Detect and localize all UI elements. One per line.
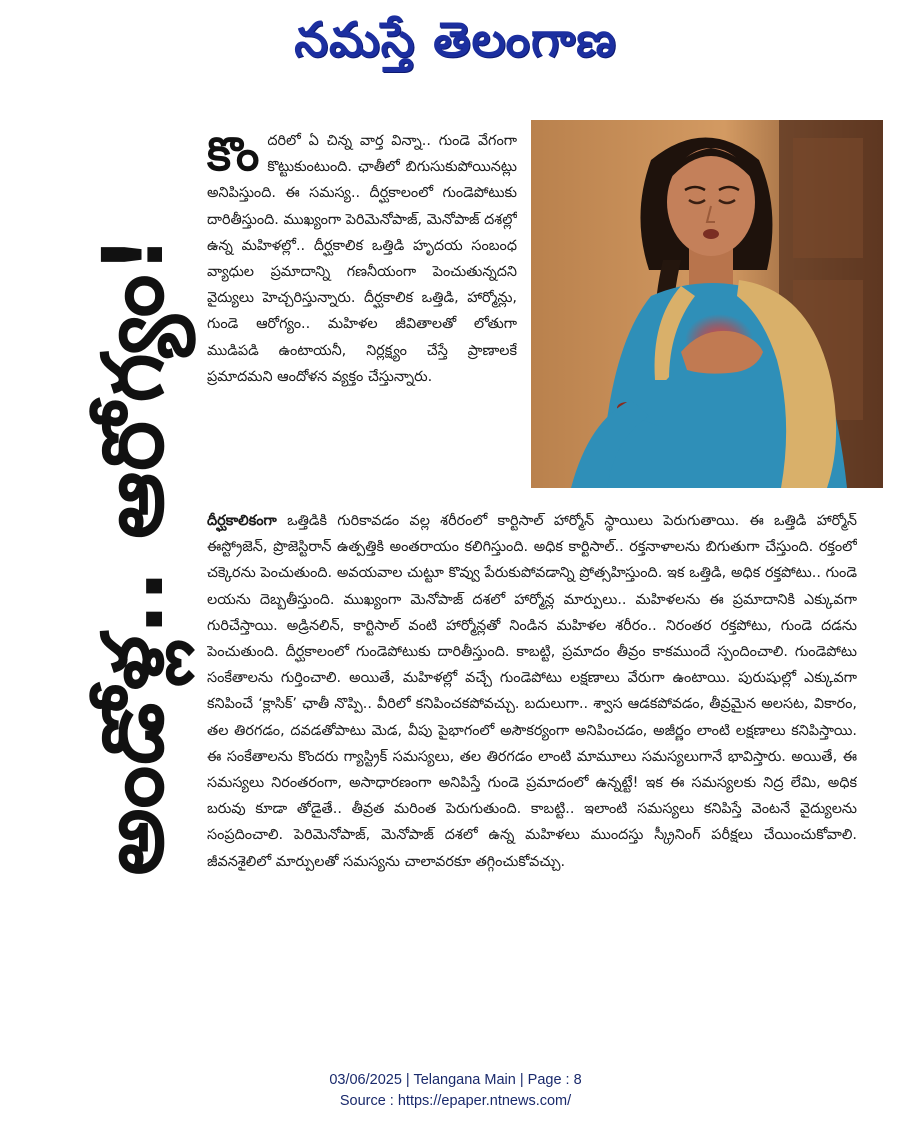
source-link[interactable]: Source : https://epaper.ntnews.com/ — [339, 1093, 572, 1109]
article-headline — [78, 120, 188, 990]
masthead-logo: నమస్తే తెలంగాణ — [294, 12, 617, 68]
body-lead-word: దీర్ఘకాలికంగా — [207, 513, 277, 529]
intro-paragraph: దరిలో ఏ చిన్న వార్త విన్నా.. గుండె వేగంగా కొట్టుకుంటుంది. ఛాతీలో బిగుసుకుపోయినట్లు అనిపిస్తుంది. ఈ సమస్య.. దీర్ఘకాలంలో గుండెపోటుకు దారితీస్తుంది. ముఖ్యంగా పెరిమెనోపాజ్, మెనోపాజ్ దశల్లో ఉన్న మహిళల్లో.. దీర్ఘకాలిక ఒత్తిడి హృదయ సంబంధ వ్యాధుల ప్రమాదాన్ని గణనీయంగా పెంచుతున్నదని వైద్యులు హెచ్చరిస్తున్నారు. దీర్ఘకాలిక ఒత్తిడి, హార్మోన్లు, గుండె ఆరోగ్యం.. మహిళల జీవితాలతో లోతుగా ముడిపడి ఉంటాయనీ, నిర్లక్ష్యం చేస్తే ప్రాణాలకే ప్రమాదమని ఆందోళన వ్యక్తం చేస్తున్నారు. — [207, 133, 517, 385]
newspaper-masthead — [0, 8, 911, 78]
page-footer — [0, 1070, 911, 1112]
edition-info: 03/06/2025 | Telangana Main | Page : 8 — [329, 1072, 582, 1088]
woman-chest-pain-illustration — [531, 120, 883, 488]
article-photo — [531, 120, 883, 488]
headline-text: అండోళ్ల.. ఆరోగ్యం! — [84, 234, 182, 876]
body-paragraph: ఒత్తిడికి గురికావడం వల్ల శరీరంలో కార్టిసాల్ హార్మోన్ స్థాయిలు పెరుగుతాయి. ఈ ఒత్తిడి హార్మోన్ ఈస్ట్రోజెన్, ప్రొజెస్టిరాన్ ఉత్పత్తికి అంతరాయం కలిగిస్తుంది. అధిక కార్టిసాల్.. రక్తనాళాలను బిగుతుగా చేస్తుంది. రక్తంలో చక్కెరను పెంచుతుంది. అవయవాల చుట్టూ కొవ్వు పేరుకుపోవడాన్ని ప్రోత్సహిస్తుంది. ఇక ఒత్తిడి, అధిక రక్తపోటు.. గుండె లయను దెబ్బతీస్తుంది. ముఖ్యంగా మెనోపాజ్ దశలో హార్మోన్ల మార్పులు.. మహిళలను ఈ ప్రమాదానికి ఎక్కువగా గురిచేస్తాయి. అడ్రినలిన్, కార్టిసాల్ వంటి హార్మోన్లతో నిండిన మహిళల శరీరం.. నిరంతర రక్తపోటు, గుండె దడను పెంచుతుంది. దీర్ఘకాలంలో గుండెపోటుకు దారితీస్తుంది. కాబట్టి, ప్రమాదం తీవ్రం కాకముందే స్పందించాలి. గుండెపోటు సంకేతాలను గుర్తించాలి. అయితే, మహిళల్లో వచ్చే గుండెపోటు లక్షణాలు వేరుగా ఉంటాయి. పురుషుల్లో ఎక్కువగా కనిపించే ‘క్లాసిక్’ ఛాతీ నొప్పి.. వీరిలో కనిపించకపోవచ్చు. బదులుగా.. శ్వాస ఆడకపోవడం, తీవ్రమైన అలసట, వికారం, తల తిరగడం, దవడతోపాటు మెడ, వీపు పైభాగంలో అసౌకర్యంగా అనిపించడం, అజీర్ణం లాంటి లక్షణాలు కనిపిస్తాయి. ఈ సంకేతాలను కొందరు గ్యాస్ట్రిక్ సమస్యలు, తల తిరగడం లాంటి మామూలు సమస్యలుగానే భావిస్తారు. అయితే, ఈ సమస్యలు నిరంతరంగా, అసాధారణంగా అనిపిస్తే గుండె ప్రమాదంలో ఉన్నట్టే! ఇక ఈ సమస్యలకు నిద్ర లేమి, అధిక బరువు కూడా తోడైతే.. తీవ్రత మరింత పెరుగుతుంది. కాబట్టి.. ఇలాంటి సమస్యలు కనిపిస్తే వెంటనే వైద్యులను సంప్రదించాలి. పెరిమెనోపాజ్, మెనోపాజ్ దశలో ఉన్న మహిళలు ముందస్తు స్క్రీనింగ్ పరీక్షలు చేయించుకోవాలి. జీవనశైలిలో మార్పులతో సమస్యను చాలావరకూ తగ్గించుకోవచ్చు. — [207, 513, 857, 870]
article-body — [207, 508, 857, 988]
article-intro — [207, 128, 517, 488]
drop-cap: కొం — [207, 128, 260, 181]
